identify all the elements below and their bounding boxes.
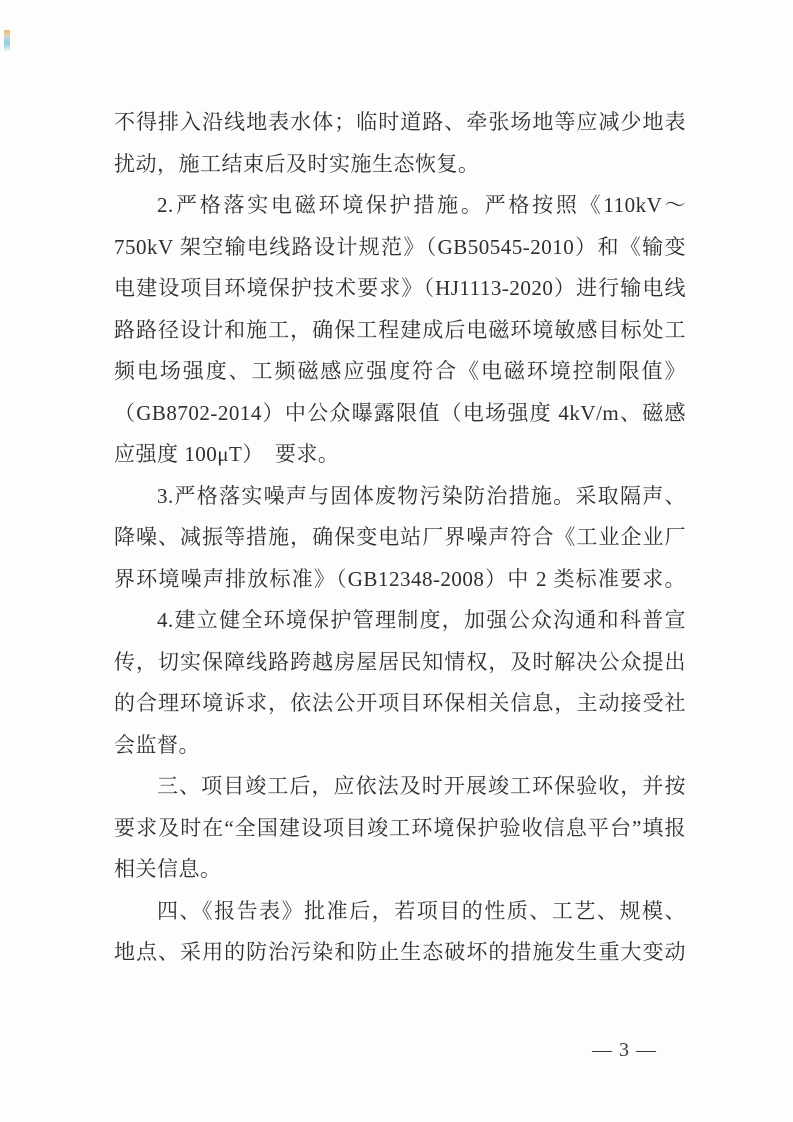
doc-line: 不得排入沿线地表水体；临时道路、牵张场地等应减少地表 xyxy=(114,110,686,134)
doc-line: 电建设项目环境保护技术要求》（HJ1113-2020）进行输电线 xyxy=(114,276,686,300)
page-number: — 3 — xyxy=(592,1039,657,1061)
doc-line: 界环境噪声排放标准》（GB12348-2008）中 2 类标准要求。 xyxy=(114,566,686,591)
doc-line: 频电场强度、工频磁感应强度符合《电磁环境控制限值》 xyxy=(114,359,686,383)
doc-line: 相关信息。 xyxy=(114,857,222,881)
doc-line: 传，切实保障线路跨越房屋居民知情权，及时解决公众提出 xyxy=(114,649,686,674)
doc-line: 的合理环境诉求，依法公开项目环保相关信息，主动接受社 xyxy=(114,691,686,715)
doc-line: 应强度 100μT） 要求。 xyxy=(114,442,340,466)
doc-line: （GB8702-2014）中公众曝露限值（电场强度 4kV/m、磁感 xyxy=(114,400,686,425)
scan-color-artifact xyxy=(4,30,10,51)
doc-line: 要求及时在“全国建设项目竣工环境保护验收信息平台”填报 xyxy=(114,815,686,840)
doc-line: 扰动，施工结束后及时实施生态恢复。 xyxy=(114,151,480,176)
doc-line: 降噪、减振等措施，确保变电站厂界噪声符合《工业企业厂 xyxy=(114,525,686,549)
doc-line: 四、《报告表》批准后，若项目的性质、工艺、规模、 xyxy=(157,898,686,923)
doc-line: 2.严格落实电磁环境保护措施。严格按照《110kV～ xyxy=(157,193,686,217)
document-body-text xyxy=(114,102,686,974)
doc-line: 750kV 架空输电线路设计规范》（GB50545-2010）和《输变 xyxy=(114,234,686,259)
doc-line: 三、项目竣工后，应依法及时开展竣工环保验收，并按 xyxy=(157,774,686,798)
doc-line: 3.严格落实噪声与固体废物污染防治措施。采取隔声、 xyxy=(157,483,686,508)
doc-line: 4.建立健全环境保护管理制度，加强公众沟通和科普宣 xyxy=(157,608,686,632)
doc-line: 地点、采用的防治污染和防止生态破坏的措施发生重大变动 xyxy=(114,940,686,964)
doc-line: 会监督。 xyxy=(114,732,200,757)
doc-line: 路路径设计和施工，确保工程建成后电磁环境敏感目标处工 xyxy=(114,317,686,342)
